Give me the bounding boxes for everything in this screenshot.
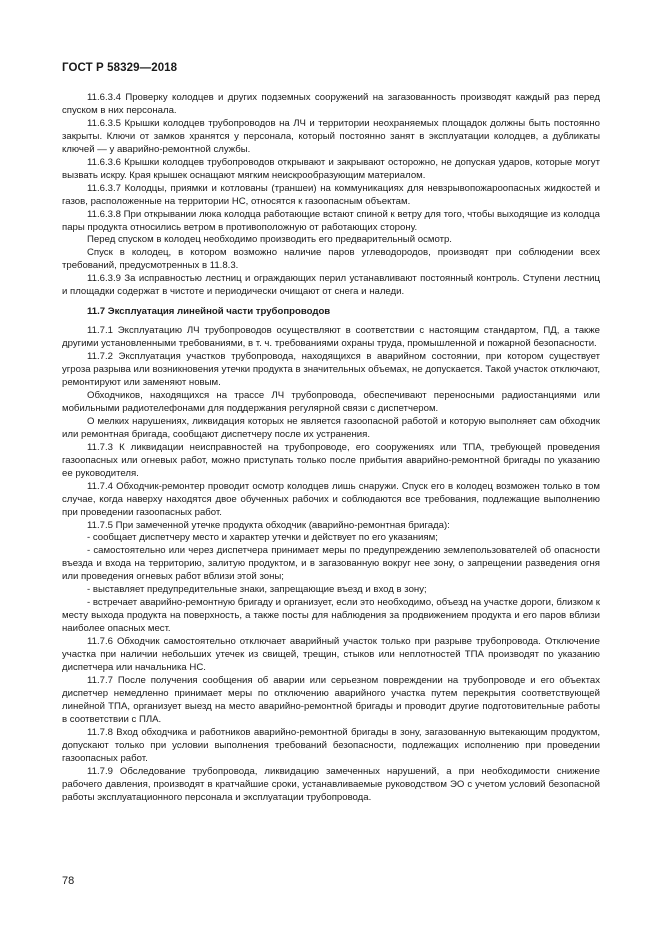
document-body — [62, 92, 600, 804]
paragraph: 11.6.3.4 Проверку колодцев и других подземных сооружений на загазованность производят каждый раз перед спуском в них персонала. — [62, 92, 600, 116]
section-heading: 11.7 Эксплуатация линейной части трубопроводов — [87, 306, 331, 318]
list-item: - выставляет предупредительные знаки, запрещающие въезд и вход в зону; — [87, 584, 427, 596]
paragraph: 11.7.8 Вход обходчика и работников аварийно-ремонтной бригады в зону, загазованную вытекающим продуктом, допускают только при условии выполнения требований безопасности, подлежащих исполнению при проведении газоопасных работ. — [62, 726, 600, 764]
paragraph: 11.7.9 Обследование трубопровода, ликвидацию замеченных нарушений, а при необходимости снижение рабочего давления, производят в кратчайшие сроки, устанавливаемые руководством ЭО с учетом условий безопасной работы эксплуатационного персонала и эксплуатации трубопровода. — [62, 765, 600, 803]
list-item: - сообщает диспетчеру место и характер утечки и действует по его указаниям; — [87, 532, 438, 544]
paragraph: 11.6.3.9 За исправностью лестниц и ограждающих перил устанавливают постоянный контроль. Ступени лестниц и площадки содержат в чистоте и периодически очищают от снега и наледи. — [62, 273, 600, 298]
paragraph: 11.7.1 Эксплуатацию ЛЧ трубопроводов осуществляют в соответствии с настоящим стандартом, ПД, а также другими установленными требованиями, в т. ч. требованиями охраны труда, промышленной и пожарной безопасности. — [62, 325, 600, 350]
page-number: 78 — [62, 875, 75, 887]
paragraph: 11.7.5 При замеченной утечке продукта обходчик (аварийно-ремонтная бригада): — [87, 519, 450, 531]
paragraph: 11.6.3.6 Крышки колодцев трубопроводов открывают и закрывают осторожно, не допуская ударов, которые могут вызвать искру. Края крышек оснащают мягким неискрообразующим материалом. — [62, 156, 600, 181]
list-item: - встречает аварийно-ремонтную бригаду и организует, если это необходимо, объезд на участке дороги, близком к месту выхода продукта на поверхность, а также посты для наблюдения за продвижением продукта и его паров вблизи наиболее опасных мест. — [62, 597, 600, 635]
paragraph: 11.7.7 После получения сообщения об аварии или серьезном повреждении на трубопроводе и его объектах диспетчер немедленно принимает меры по отключению аварийного участка путем перекрытия соответствующей линейной ТПА, организует выезд на место аварийно-ремонтной бригады и проводит другие подготовительные работы в соответствии с ПЛА. — [62, 674, 600, 725]
paragraph: О мелких нарушениях, ликвидация которых не является газоопасной работой и которую выполняет сам обходчик или ремонтная бригада, сообщают диспетчеру после их устранения. — [62, 415, 600, 440]
paragraph: 11.7.3 К ликвидации неисправностей на трубопроводе, его сооружениях или ТПА, требующей проведения газоопасных или огневых работ, можно приступать только после прибытия аварийно-ремонтной бригады по указанию ее руководителя. — [62, 441, 600, 479]
paragraph: 11.6.3.7 Колодцы, приямки и котлованы (траншеи) на коммуникациях для невзрывопожароопасных жидкостей и газов, расположенные на территории НС, относятся к газоопасным объектам. — [62, 182, 600, 207]
paragraph: 11.7.2 Эксплуатация участков трубопровода, находящихся в аварийном состоянии, при котором существует угроза разрыва или возникновения утечки продукта в значительных объемах, не допускается. Такой участок отключают, ремонтируют или заменяют новым. — [62, 351, 600, 389]
list-item: - самостоятельно или через диспетчера принимает меры по предупреждению землепользователей об опасности въезда и входа на территорию, залитую продуктом, и в загазованную вокруг нее зону, о запрещении разведения огня или проведения огневых работ вблизи этой зоны; — [62, 545, 600, 583]
paragraph: 11.7.6 Обходчик самостоятельно отключает аварийный участок только при разрыве трубопровода. Отключение участка при наличии небольших утечек из свищей, трещин, стыков или неплотностей ТПА производят по указанию диспетчера или начальника НС. — [62, 636, 600, 673]
document-header: ГОСТ Р 58329—2018 — [62, 62, 178, 74]
paragraph: 11.7.4 Обходчик-ремонтер проводит осмотр колодцев лишь снаружи. Спуск его в колодец возможен только в том случае, когда наверху находятся двое обученных рабочих и соблюдаются все требования, подлежащие выполнению при проведении газоопасных работ. — [62, 480, 600, 518]
paragraph: Обходчиков, находящихся на трассе ЛЧ трубопровода, обеспечивают переносными радиостанциями или мобильными радиотелефонами для поддержания регулярной связи с диспетчером. — [62, 389, 600, 414]
paragraph: Перед спуском в колодец необходимо производить его предварительный осмотр. — [87, 234, 452, 246]
paragraph: Спуск в колодец, в котором возможно наличие паров углеводородов, производят при соблюдении всех требований, предусмотренных в 11.8.3. — [62, 247, 600, 272]
paragraph: 11.6.3.5 Крышки колодцев трубопроводов на ЛЧ и территории неохраняемых площадок должны быть постоянно закрыты. Ключи от замков хранятся у персонала, который постоянно занят в эксплуатации колодцев, а дубликаты ключей — у аварийно-ремонтной службы. — [62, 117, 600, 155]
paragraph: 11.6.3.8 При открывании люка колодца работающие встают спиной к ветру для того, чтобы выходящие из колодца пары продукта относились ветром в противоположную от работающих сторону. — [62, 208, 600, 233]
